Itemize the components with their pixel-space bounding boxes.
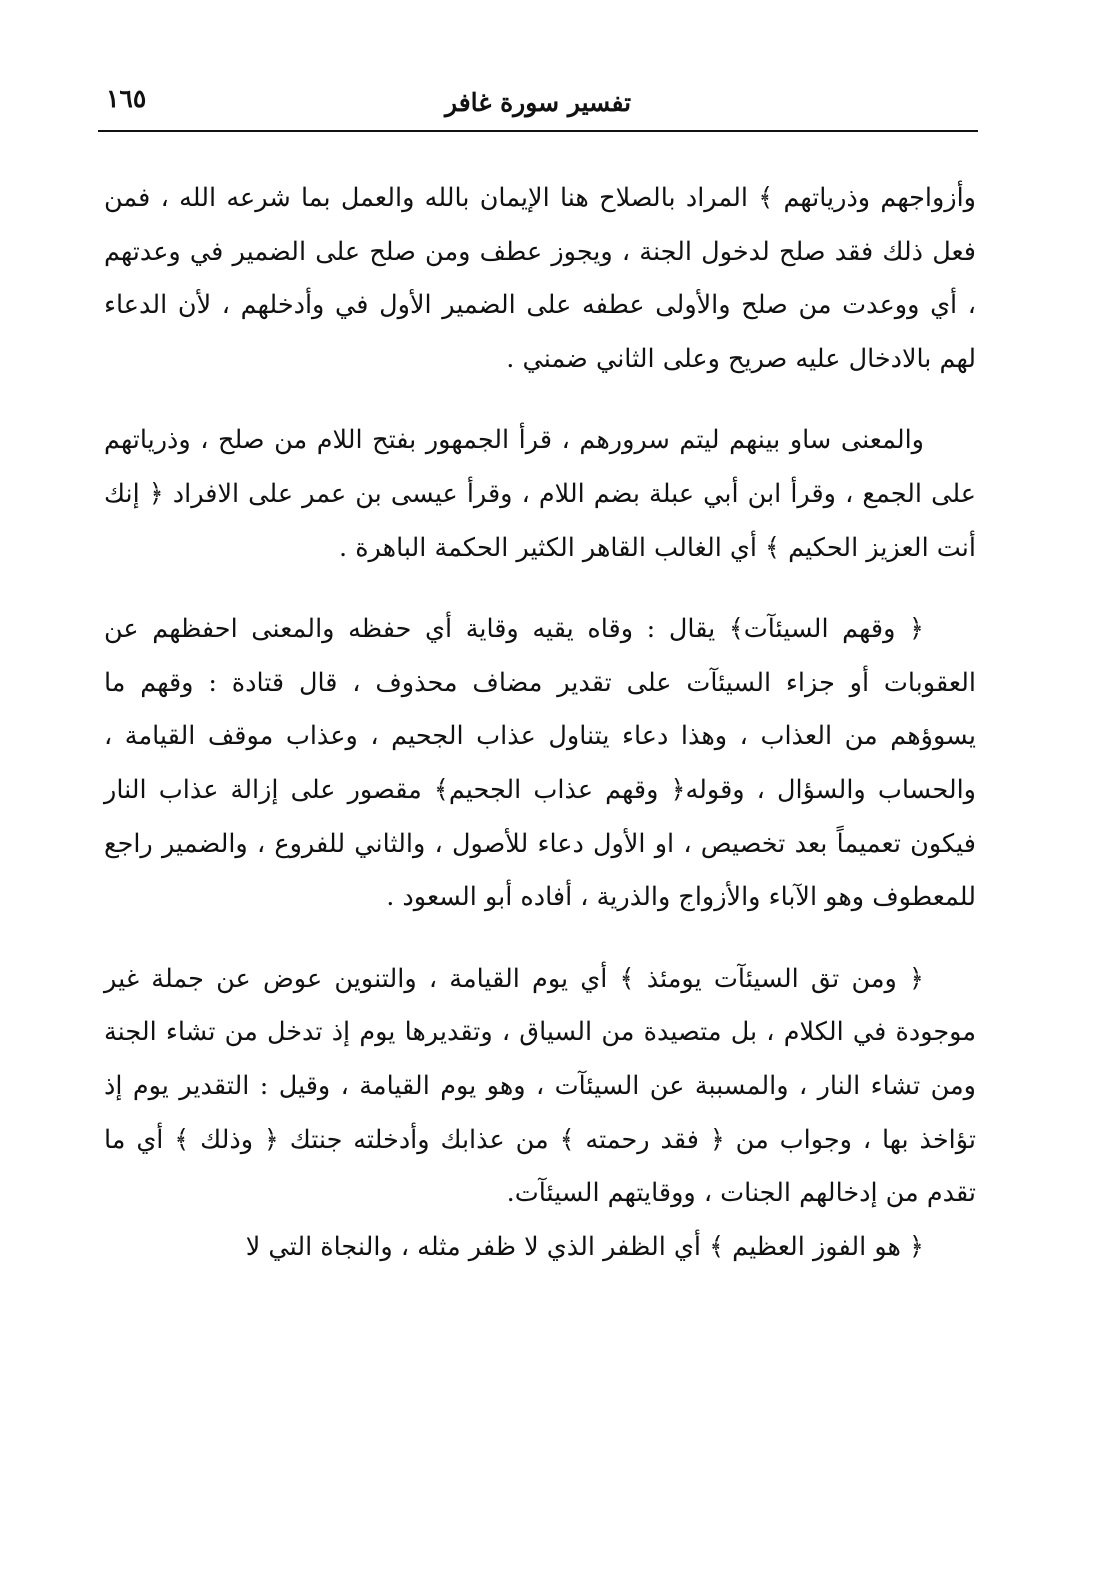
paragraph-2: والمعنى ساو بينهم ليتم سرورهم ، قرأ الجمهور بفتح اللام من صلح ، وذرياتهم على الجمع ، وقرأ ابن أبي عبلة بضم اللام ، وقرأ عيسى بن عمر على الافراد ﴿ إنك أنت العزيز الحكيم ﴾ أي الغالب القاهر الكثير الحكمة الباهرة . bbox=[104, 425, 976, 563]
page-header bbox=[98, 82, 978, 126]
page-number: ١٦٥ bbox=[106, 84, 147, 113]
paragraph-5: ﴿ هو الفوز العظيم ﴾ أي الظفر الذي لا ظفر مثله ، والنجاة التي لا bbox=[245, 1231, 924, 1262]
header-divider bbox=[98, 130, 978, 132]
paragraph-3: ﴿ وقهم السيئآت﴾ يقال : وقاه يقيه وقاية أي حفظه والمعنى احفظهم عن العقوبات أو جزاء السيئآت على تقدير مضاف محذوف ، قال قتادة : وقهم ما يسوؤهم من العذاب ، وهذا دعاء يتناول عذاب الجحيم ، وعذاب موقف القيامة ، والحساب والسؤال ، وقوله﴿ وقهم عذاب الجحيم﴾ مقصور على إزالة عذاب النار فيكون تعميماً بعد تخصيص ، او الأول دعاء للأصول ، والثاني للفروع ، والضمير راجع للمعطوف وهو الآباء والأزواج والذرية ، أفاده أبو السعود . bbox=[104, 614, 976, 913]
paragraph-4: ﴿ ومن تق السيئآت يومئذ ﴾ أي يوم القيامة ، والتنوين عوض عن جملة غير موجودة في الكلام ، بل متصيدة من السياق ، وتقديرها يوم إذ تدخل من تشاء الجنة ومن تشاء النار ، والمسببة عن السيئآت ، وهو يوم القيامة ، وقيل : التقدير يوم إذ تؤاخذ بها ، وجواب من ﴿ فقد رحمته ﴾ من عذابك وأدخلته جنتك ﴿ وذلك ﴾ أي ما تقدم من إدخالهم الجنات ، ووقايتهم السيئآت. bbox=[104, 963, 976, 1209]
body-text bbox=[104, 172, 976, 1274]
running-title: تفسير سورة غافر bbox=[444, 88, 632, 117]
paragraph-1: وأزواجهم وذرياتهم ﴾ المراد بالصلاح هنا الإيمان بالله والعمل بما شرعه الله ، فمن فعل ذلك فقد صلح لدخول الجنة ، ويجوز عطف ومن صلح على الضمير في وعدتهم ، أي ووعدت من صلح والأولى عطفه على الضمير الأول في وأدخلهم ، لأن الدعاء لهم بالادخال عليه صريح وعلى الثاني ضمني . bbox=[104, 183, 976, 374]
